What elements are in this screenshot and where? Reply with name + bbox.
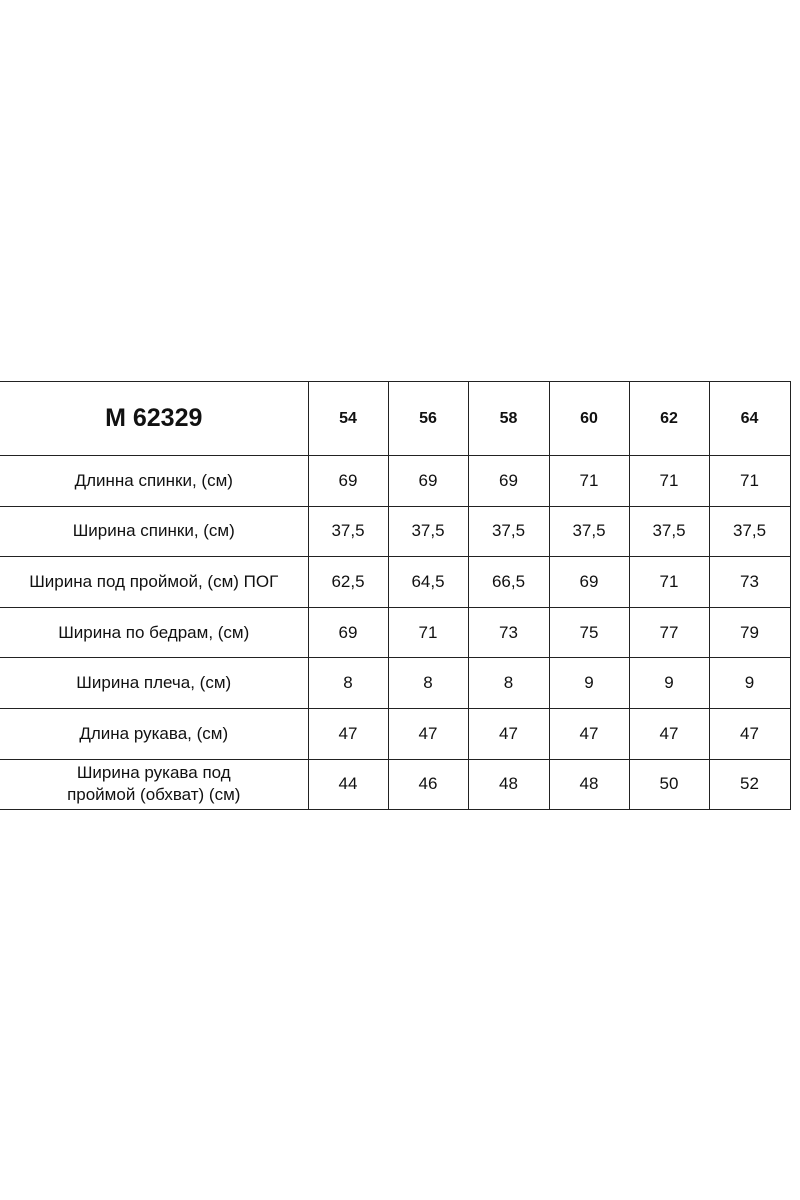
table-cell: 66,5	[468, 557, 549, 608]
table-cell: 37,5	[308, 506, 388, 557]
table-cell: 71	[388, 607, 468, 658]
row-label	[0, 759, 308, 810]
table-row	[0, 557, 790, 608]
table-cell: 69	[388, 456, 468, 507]
table-cell: 71	[709, 456, 790, 507]
table-row	[0, 506, 790, 557]
row-label: Ширина плеча, (см)	[0, 658, 308, 709]
row-label: Ширина по бедрам, (см)	[0, 607, 308, 658]
table-cell: 73	[468, 607, 549, 658]
size-chart-table	[0, 381, 791, 810]
table-cell: 8	[468, 658, 549, 709]
table-cell: 77	[629, 607, 709, 658]
row-label: Длинна спинки, (см)	[0, 456, 308, 507]
row-label-line: проймой (обхват) (см)	[67, 785, 241, 805]
size-header-60: 60	[549, 382, 629, 456]
table-cell: 37,5	[549, 506, 629, 557]
row-label-line: Ширина рукава под	[76, 763, 231, 783]
size-header-62: 62	[629, 382, 709, 456]
table-cell: 69	[308, 456, 388, 507]
size-header-64: 64	[709, 382, 790, 456]
table-cell: 8	[388, 658, 468, 709]
table-cell: 48	[468, 759, 549, 810]
size-header-56: 56	[388, 382, 468, 456]
row-label: Ширина спинки, (см)	[0, 506, 308, 557]
row-label: Ширина под проймой, (см) ПОГ	[0, 557, 308, 608]
table-cell: 47	[629, 708, 709, 759]
table-cell: 47	[549, 708, 629, 759]
table-cell: 62,5	[308, 557, 388, 608]
table-cell: 37,5	[388, 506, 468, 557]
table-row	[0, 456, 790, 507]
table-cell: 46	[388, 759, 468, 810]
table-row	[0, 607, 790, 658]
row-label: Длина рукава, (см)	[0, 708, 308, 759]
header-row	[0, 382, 790, 456]
table-row	[0, 658, 790, 709]
table-cell: 69	[549, 557, 629, 608]
table-cell: 64,5	[388, 557, 468, 608]
table-cell: 71	[629, 557, 709, 608]
table-cell: 69	[468, 456, 549, 507]
model-number: М 62329	[0, 382, 308, 456]
table-cell: 71	[549, 456, 629, 507]
table-cell: 73	[709, 557, 790, 608]
size-header-58: 58	[468, 382, 549, 456]
table-cell: 37,5	[468, 506, 549, 557]
table-cell: 71	[629, 456, 709, 507]
table-cell: 44	[308, 759, 388, 810]
table-cell: 9	[549, 658, 629, 709]
table-cell: 75	[549, 607, 629, 658]
table-cell: 9	[709, 658, 790, 709]
table-cell: 79	[709, 607, 790, 658]
table-row	[0, 759, 790, 810]
table-cell: 47	[308, 708, 388, 759]
table-cell: 37,5	[709, 506, 790, 557]
table-cell: 37,5	[629, 506, 709, 557]
table-cell: 69	[308, 607, 388, 658]
table-cell: 50	[629, 759, 709, 810]
table-cell: 47	[468, 708, 549, 759]
table-cell: 52	[709, 759, 790, 810]
table-cell: 8	[308, 658, 388, 709]
table-cell: 47	[709, 708, 790, 759]
table-cell: 9	[629, 658, 709, 709]
table-cell: 47	[388, 708, 468, 759]
table-row	[0, 708, 790, 759]
size-header-54: 54	[308, 382, 388, 456]
table-cell: 48	[549, 759, 629, 810]
